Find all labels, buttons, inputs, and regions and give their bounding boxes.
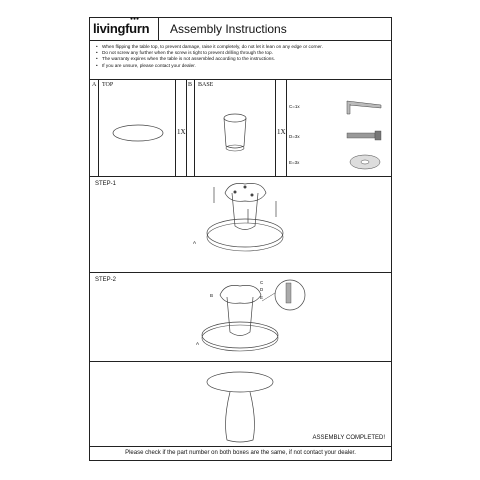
divider (286, 80, 287, 176)
divider (186, 80, 187, 176)
divider (175, 80, 176, 176)
logo-text: livingfurn (93, 21, 150, 36)
divider (275, 80, 276, 176)
step-2-label: STEP-2 (95, 277, 117, 283)
footer-note: Please check if the part number on both boxes are the same, if not contact your dealer. (125, 450, 356, 456)
header (90, 18, 391, 41)
part-a-name: TOP (102, 82, 114, 88)
part-b-letter: B (188, 82, 193, 88)
instruction-sheet (89, 17, 392, 461)
header-divider (158, 18, 159, 40)
note-item: • If you are unsure, please contact your dealer. (102, 63, 391, 69)
hardware-d-label: D=3x (289, 134, 300, 139)
step-1 (90, 177, 391, 273)
note-item: • Do not screw any further when the screw is tight to prevent drilling through the top. (102, 50, 391, 56)
assembly-completed-text: ASSEMBLY COMPLETED! (312, 435, 385, 441)
notes-section (90, 41, 391, 80)
step-2-drawing (190, 277, 320, 357)
divider (194, 80, 195, 176)
note-item: • When flipping the table top, to prevent damage, raise it completely, do not let it lean on any edge or corner. (102, 44, 391, 50)
hardware-c-label: C=1x (289, 104, 300, 109)
screw-icon (345, 130, 385, 142)
step-2 (90, 273, 391, 362)
part-b-name: BASE (198, 82, 214, 88)
finished-table-drawing (195, 370, 285, 445)
part-a-qty: 1X (177, 128, 186, 136)
step-2-marker-e: E (260, 295, 264, 300)
step-2-marker-b: B (210, 293, 214, 298)
part-a-letter: A (92, 82, 97, 88)
washer-icon (345, 152, 385, 174)
logo-dots: ●●● (130, 16, 140, 22)
parts-list (90, 80, 391, 177)
brand-logo (93, 16, 150, 36)
step-2-marker-d: D (260, 287, 264, 292)
final-step (90, 362, 391, 447)
divider (98, 80, 99, 176)
step-1-drawing (190, 181, 300, 269)
allen-key-icon (345, 96, 385, 118)
part-b-qty: 1X (277, 128, 286, 136)
page-title: Assembly Instructions (170, 22, 287, 36)
table-top-drawing (108, 120, 168, 146)
step-1-marker: A (193, 240, 197, 245)
note-item: • The warranty expires when the table is not assembled according to the instructions. (102, 56, 391, 62)
step-1-label: STEP-1 (95, 181, 117, 187)
step-2-marker-a: A (196, 341, 200, 346)
base-drawing (215, 110, 255, 165)
step-2-marker-c: C (260, 280, 264, 285)
hardware-e-label: E=3x (289, 160, 300, 165)
